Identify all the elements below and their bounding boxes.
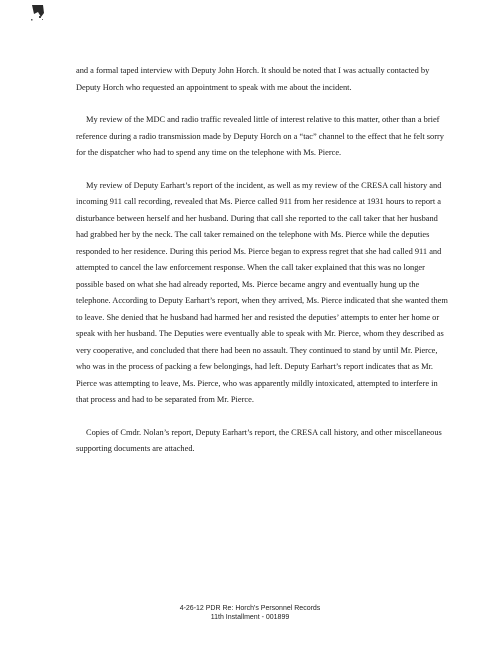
paragraph-mdc-review: My review of the MDC and radio traffic revealed little of interest relative to this matter, other than a brief reference during a radio transmission made by Deputy Horch on a “tac” channel to the effect that he felt sorry for the dispatcher who had to spend any time on the telephone with Ms. Pierce.	[76, 115, 444, 157]
footer-line-installment: 11th Installment - 001899	[210, 614, 290, 621]
footer-line-records: 4-26-12 PDR Re: Horch's Personnel Records	[179, 605, 321, 612]
paragraph-report-review: My review of Deputy Earhart’s report of the incident, as well as my review of the CRESA call history and incoming 911 call recording, revealed that Ms. Pierce called 911 from her residence at 1931 hours to report a disturbance between herself and her husband. During that call she reported to the call taker that her husband had grabbed her by the neck. The call taker remained on the telephone with Ms. Pierce while the deputies responded to her residence. During this period Ms. Pierce began to express regret that she had called 911 and attempted to cancel the law enforcement response. When the call taker explained that this was no longer possible based on what she had already reported, Ms. Pierce became angry and eventually hung up the telephone. According to Deputy Earhart’s report, when they arrived, Ms. Pierce indicated that she wanted them to leave. She denied that he husband had harmed her and resisted the deputies’ attempts to enter her home or speak with her husband. The Deputies were eventually able to speak with Mr. Pierce, whom they described as very cooperative, and concluded that there had been no assault. They continued to stand by until Mr. Pierce, who was in the process of packing a few belongings, had left. Deputy Earhart’s report indicates that as Mr. Pierce was attempting to leave, Ms. Pierce, who was apparently mildly intoxicated, attempted to interfere in that process and had to be separated from Mr. Pierce.	[76, 180, 448, 404]
paragraph-interview: and a formal taped interview with Deputy John Horch. It should be noted that I was actually contacted by Deputy Horch who requested an appointment to speak with me about the incident.	[76, 66, 430, 92]
document-body	[76, 63, 452, 474]
paragraph-attachments: Copies of Cmdr. Nolan’s report, Deputy Earhart’s report, the CRESA call history, and other miscellaneous supporting documents are attached.	[76, 427, 442, 453]
scan-artifact-icon	[30, 4, 46, 22]
page-footer	[0, 604, 500, 622]
